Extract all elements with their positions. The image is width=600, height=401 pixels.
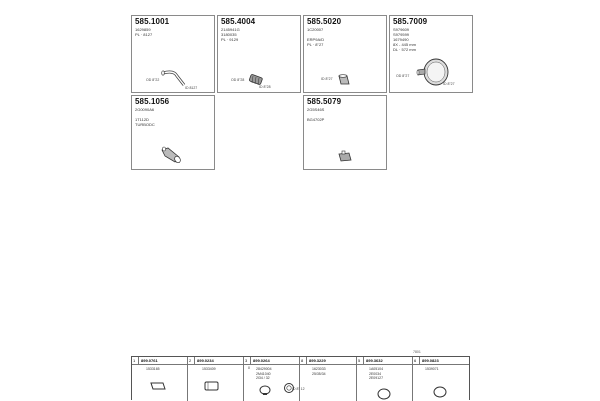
part-ref-line: 1679490 (393, 37, 409, 42)
clamp-icon (202, 379, 222, 393)
accessory-sub-ref: 1533165 (146, 367, 160, 371)
accessory-sub-ref: 25/35/34 (312, 371, 326, 376)
ring-icon (432, 385, 448, 398)
dimension-label: ID 8"27 (321, 77, 333, 81)
accessory-ref: 899.0761 (141, 358, 158, 363)
accessory-number: 1 (133, 358, 136, 363)
ring-icon (282, 381, 296, 395)
accessory-number: 6 (414, 358, 417, 363)
accessory-number: 2 (189, 358, 192, 363)
part-card-5[interactable] (131, 95, 215, 170)
part-code: 585.7009 (393, 17, 428, 26)
part-card-6[interactable] (303, 95, 387, 170)
part-ref-line: ERP9A/D (307, 37, 325, 42)
dimension-label: ID 8"27 (443, 82, 455, 86)
part-code: 585.5079 (307, 97, 342, 106)
accessory-cell-4[interactable] (292, 357, 357, 401)
dimension-label: OD 8"28 (231, 78, 245, 82)
turbo-pipe-icon (159, 144, 185, 166)
clamp-icon (148, 380, 168, 392)
accessory-sub-ref: 2I34 / 32 (256, 376, 270, 380)
accessory-sub-ref: 28429004 (256, 367, 272, 371)
accessory-number: 5 (358, 358, 361, 363)
dimension-label: OD 8"22 (146, 78, 160, 82)
part-card-1[interactable] (131, 15, 215, 93)
part-ref-line: S979609 (393, 27, 410, 32)
part-card-4[interactable] (389, 15, 473, 93)
accessory-cell-1[interactable] (132, 357, 188, 401)
accessory-ref: 899.3632 (366, 358, 383, 363)
part-code: 585.1056 (135, 97, 170, 106)
part-ref-line: 2G0090A6 (135, 107, 155, 112)
part-card-2[interactable] (217, 15, 301, 93)
dimension-label: ID 8127 (185, 86, 198, 90)
part-code: 585.1001 (135, 17, 170, 26)
ring-icon (376, 387, 392, 400)
connector-pipe-icon (337, 150, 353, 164)
accessory-cell-6[interactable] (413, 357, 469, 401)
accessory-sub-ref: 1539071 (425, 367, 439, 371)
accessory-number: 8 (301, 358, 304, 363)
accessory-ref: 899.3229 (309, 358, 326, 363)
clamp-icon (258, 384, 272, 396)
flex-pipe-icon (248, 73, 266, 87)
accessory-sub-ref: 2M41040 (256, 371, 271, 376)
bent-pipe-icon (160, 68, 190, 90)
muffler-icon (416, 54, 452, 90)
accessory-ref: 899.0823 (422, 358, 439, 363)
part-code: 585.5020 (307, 17, 342, 26)
strip-note: 7801 (413, 350, 421, 354)
accessory-cell-5[interactable] (357, 357, 413, 401)
dimension-label: ID 8" 12 (292, 387, 305, 391)
part-ref-line: PL · 9129 (221, 37, 239, 42)
accessory-ref: 899.0234 (197, 358, 214, 363)
part-ref-line: PL · 8"27 (307, 42, 324, 47)
part-ref-line: 8X - 445 mm (393, 42, 416, 47)
dimension-label: OD 8"27 (396, 74, 410, 78)
part-card-3[interactable] (303, 15, 387, 93)
part-ref-line: DL · 572 mm (393, 47, 416, 52)
accessory-sub-ref: 1533409 (202, 367, 216, 371)
pipe-section-icon (336, 72, 352, 88)
accessory-sub-ref: 1623033 (312, 367, 326, 371)
accessory-cell-2[interactable] (188, 357, 244, 401)
part-ref-line: 2145941G (221, 27, 240, 32)
accessory-sub-ref: 2E0034 (369, 371, 382, 376)
part-ref-line: 1629859 (135, 27, 151, 32)
part-ref-line: BG4702P (307, 117, 325, 122)
part-ref-line: 1T112D (135, 117, 149, 122)
accessory-sub-ref: 2E09127 (369, 376, 384, 380)
part-ref-line: S979599 (393, 32, 410, 37)
part-ref-line: PL · 8127 (135, 32, 153, 37)
part-ref-line: 3180035 (221, 32, 237, 37)
part-ref-line: TURBODC (135, 122, 155, 127)
accessory-number: 3 (245, 358, 248, 363)
accessory-ref: 899.0264 (253, 358, 270, 363)
accessory-sub-ref: 1A05104 (369, 367, 384, 371)
part-code: 585.4004 (221, 17, 256, 26)
accessory-extra: 8 (248, 366, 250, 370)
part-ref-line: 1C20007 (307, 27, 324, 32)
accessories-strip (131, 356, 470, 400)
part-ref-line: 2G5S46S (307, 107, 325, 112)
dimension-label: ID 8"28 (259, 85, 271, 89)
